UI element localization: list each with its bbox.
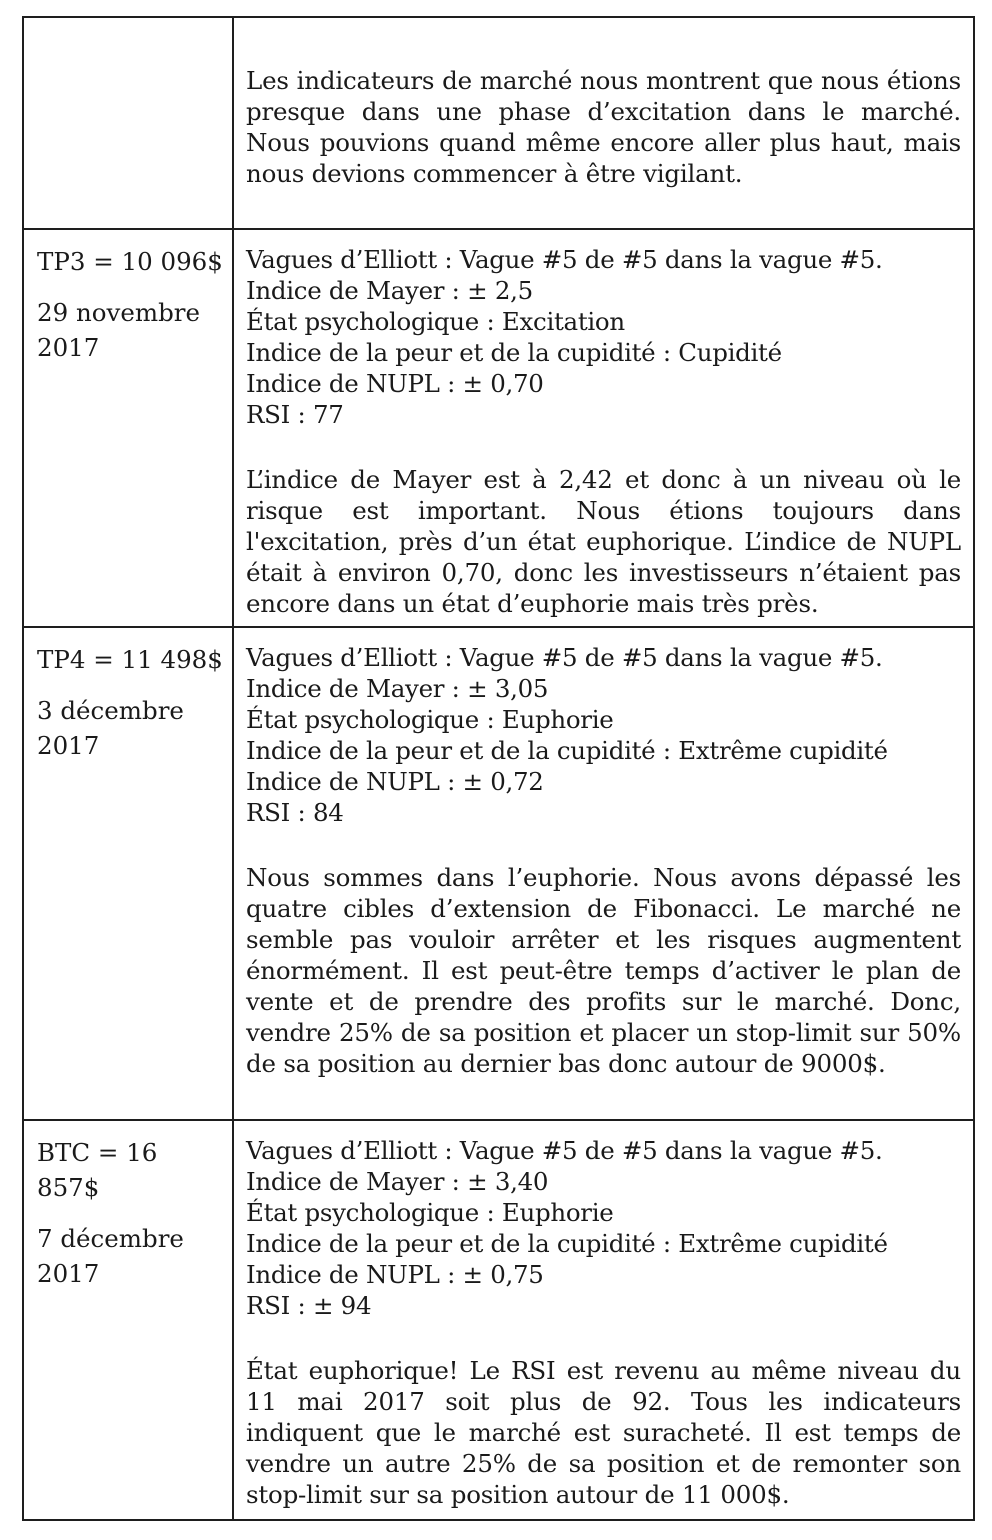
label-cell: [23, 1120, 233, 1520]
label-cell: [23, 627, 233, 1120]
indicator-rsi: RSI : 77: [246, 400, 344, 429]
analysis-paragraph: Les indicateurs de marché nous montrent que nous étions presque dans une phase d’excitation dans le marché. Nous pouvions quand même encore aller plus haut, mais nous devions commencer à être vigilant.: [246, 66, 961, 188]
indicator-list: [246, 244, 961, 430]
table-row: [23, 17, 974, 229]
indicator-fear-greed: Indice de la peur et de la cupidité : Extrême cupidité: [246, 1229, 888, 1258]
analysis-table: [22, 16, 975, 1521]
indicator-elliott: Vagues d’Elliott : Vague #5 de #5 dans la vague #5.: [246, 643, 883, 672]
document-page: [22, 16, 973, 1521]
indicator-list: [246, 642, 961, 828]
indicator-nupl: Indice de NUPL : ± 0,70: [246, 369, 544, 398]
content-cell: [233, 627, 974, 1120]
price-label: TP4 = 11 498$: [37, 645, 223, 674]
date-label: [37, 693, 224, 763]
indicator-mayer: Indice de Mayer : ± 2,5: [246, 276, 533, 305]
label-cell: [23, 229, 233, 627]
table-row: [23, 229, 974, 627]
indicator-psychology: État psychologique : Euphorie: [246, 705, 614, 734]
indicator-fear-greed: Indice de la peur et de la cupidité : Cupidité: [246, 338, 782, 367]
price-label: BTC = 16 857$: [37, 1138, 158, 1202]
date-year: 2017: [37, 731, 100, 760]
price-label: TP3 = 10 096$: [37, 247, 223, 276]
content-cell: [233, 229, 974, 627]
date-year: 2017: [37, 333, 100, 362]
label-cell: [23, 17, 233, 229]
date-label: [37, 295, 224, 365]
indicator-psychology: État psychologique : Excitation: [246, 307, 625, 336]
indicator-elliott: Vagues d’Elliott : Vague #5 de #5 dans la vague #5.: [246, 1136, 883, 1165]
indicator-psychology: État psychologique : Euphorie: [246, 1198, 614, 1227]
indicator-rsi: RSI : 84: [246, 798, 344, 827]
indicator-mayer: Indice de Mayer : ± 3,05: [246, 674, 549, 703]
date-day: 29 novembre: [37, 298, 200, 327]
date-day: 7 décembre: [37, 1224, 184, 1253]
date-day: 3 décembre: [37, 696, 184, 725]
indicator-list: [246, 1135, 961, 1321]
analysis-paragraph: État euphorique! Le RSI est revenu au même niveau du 11 mai 2017 soit plus de 92. Tous les indicateurs indiquent que le marché est suracheté. Il est temps de vendre un autre 25% de sa position et de remonter son stop-limit sur sa position autour de 11 000$.: [246, 1356, 961, 1509]
table-row: [23, 627, 974, 1120]
indicator-mayer: Indice de Mayer : ± 3,40: [246, 1167, 549, 1196]
content-cell: [233, 17, 974, 229]
indicator-rsi: RSI : ± 94: [246, 1291, 372, 1320]
table-row: [23, 1120, 974, 1520]
date-year: 2017: [37, 1259, 100, 1288]
indicator-fear-greed: Indice de la peur et de la cupidité : Extrême cupidité: [246, 736, 888, 765]
indicator-nupl: Indice de NUPL : ± 0,72: [246, 767, 544, 796]
indicator-nupl: Indice de NUPL : ± 0,75: [246, 1260, 544, 1289]
analysis-paragraph: Nous sommes dans l’euphorie. Nous avons dépassé les quatre cibles d’extension de Fibonacci. Le marché ne semble pas vouloir arrêter et les risques augmentent énormément. Il est peut-être temps d’activer le plan de vente et de prendre des profits sur le marché. Donc, vendre 25% de sa position et placer un stop-limit sur 50% de sa position au dernier bas donc autour de 9000$.: [246, 863, 961, 1078]
date-label: [37, 1221, 224, 1291]
analysis-paragraph: L’indice de Mayer est à 2,42 et donc à un niveau où le risque est important. Nous étions toujours dans l'excitation, près d’un état euphorique. L’indice de NUPL était à environ 0,70, donc les investisseurs n’étaient pas encore dans un état d’euphorie mais très près.: [246, 465, 961, 618]
content-cell: [233, 1120, 974, 1520]
indicator-elliott: Vagues d’Elliott : Vague #5 de #5 dans la vague #5.: [246, 245, 883, 274]
